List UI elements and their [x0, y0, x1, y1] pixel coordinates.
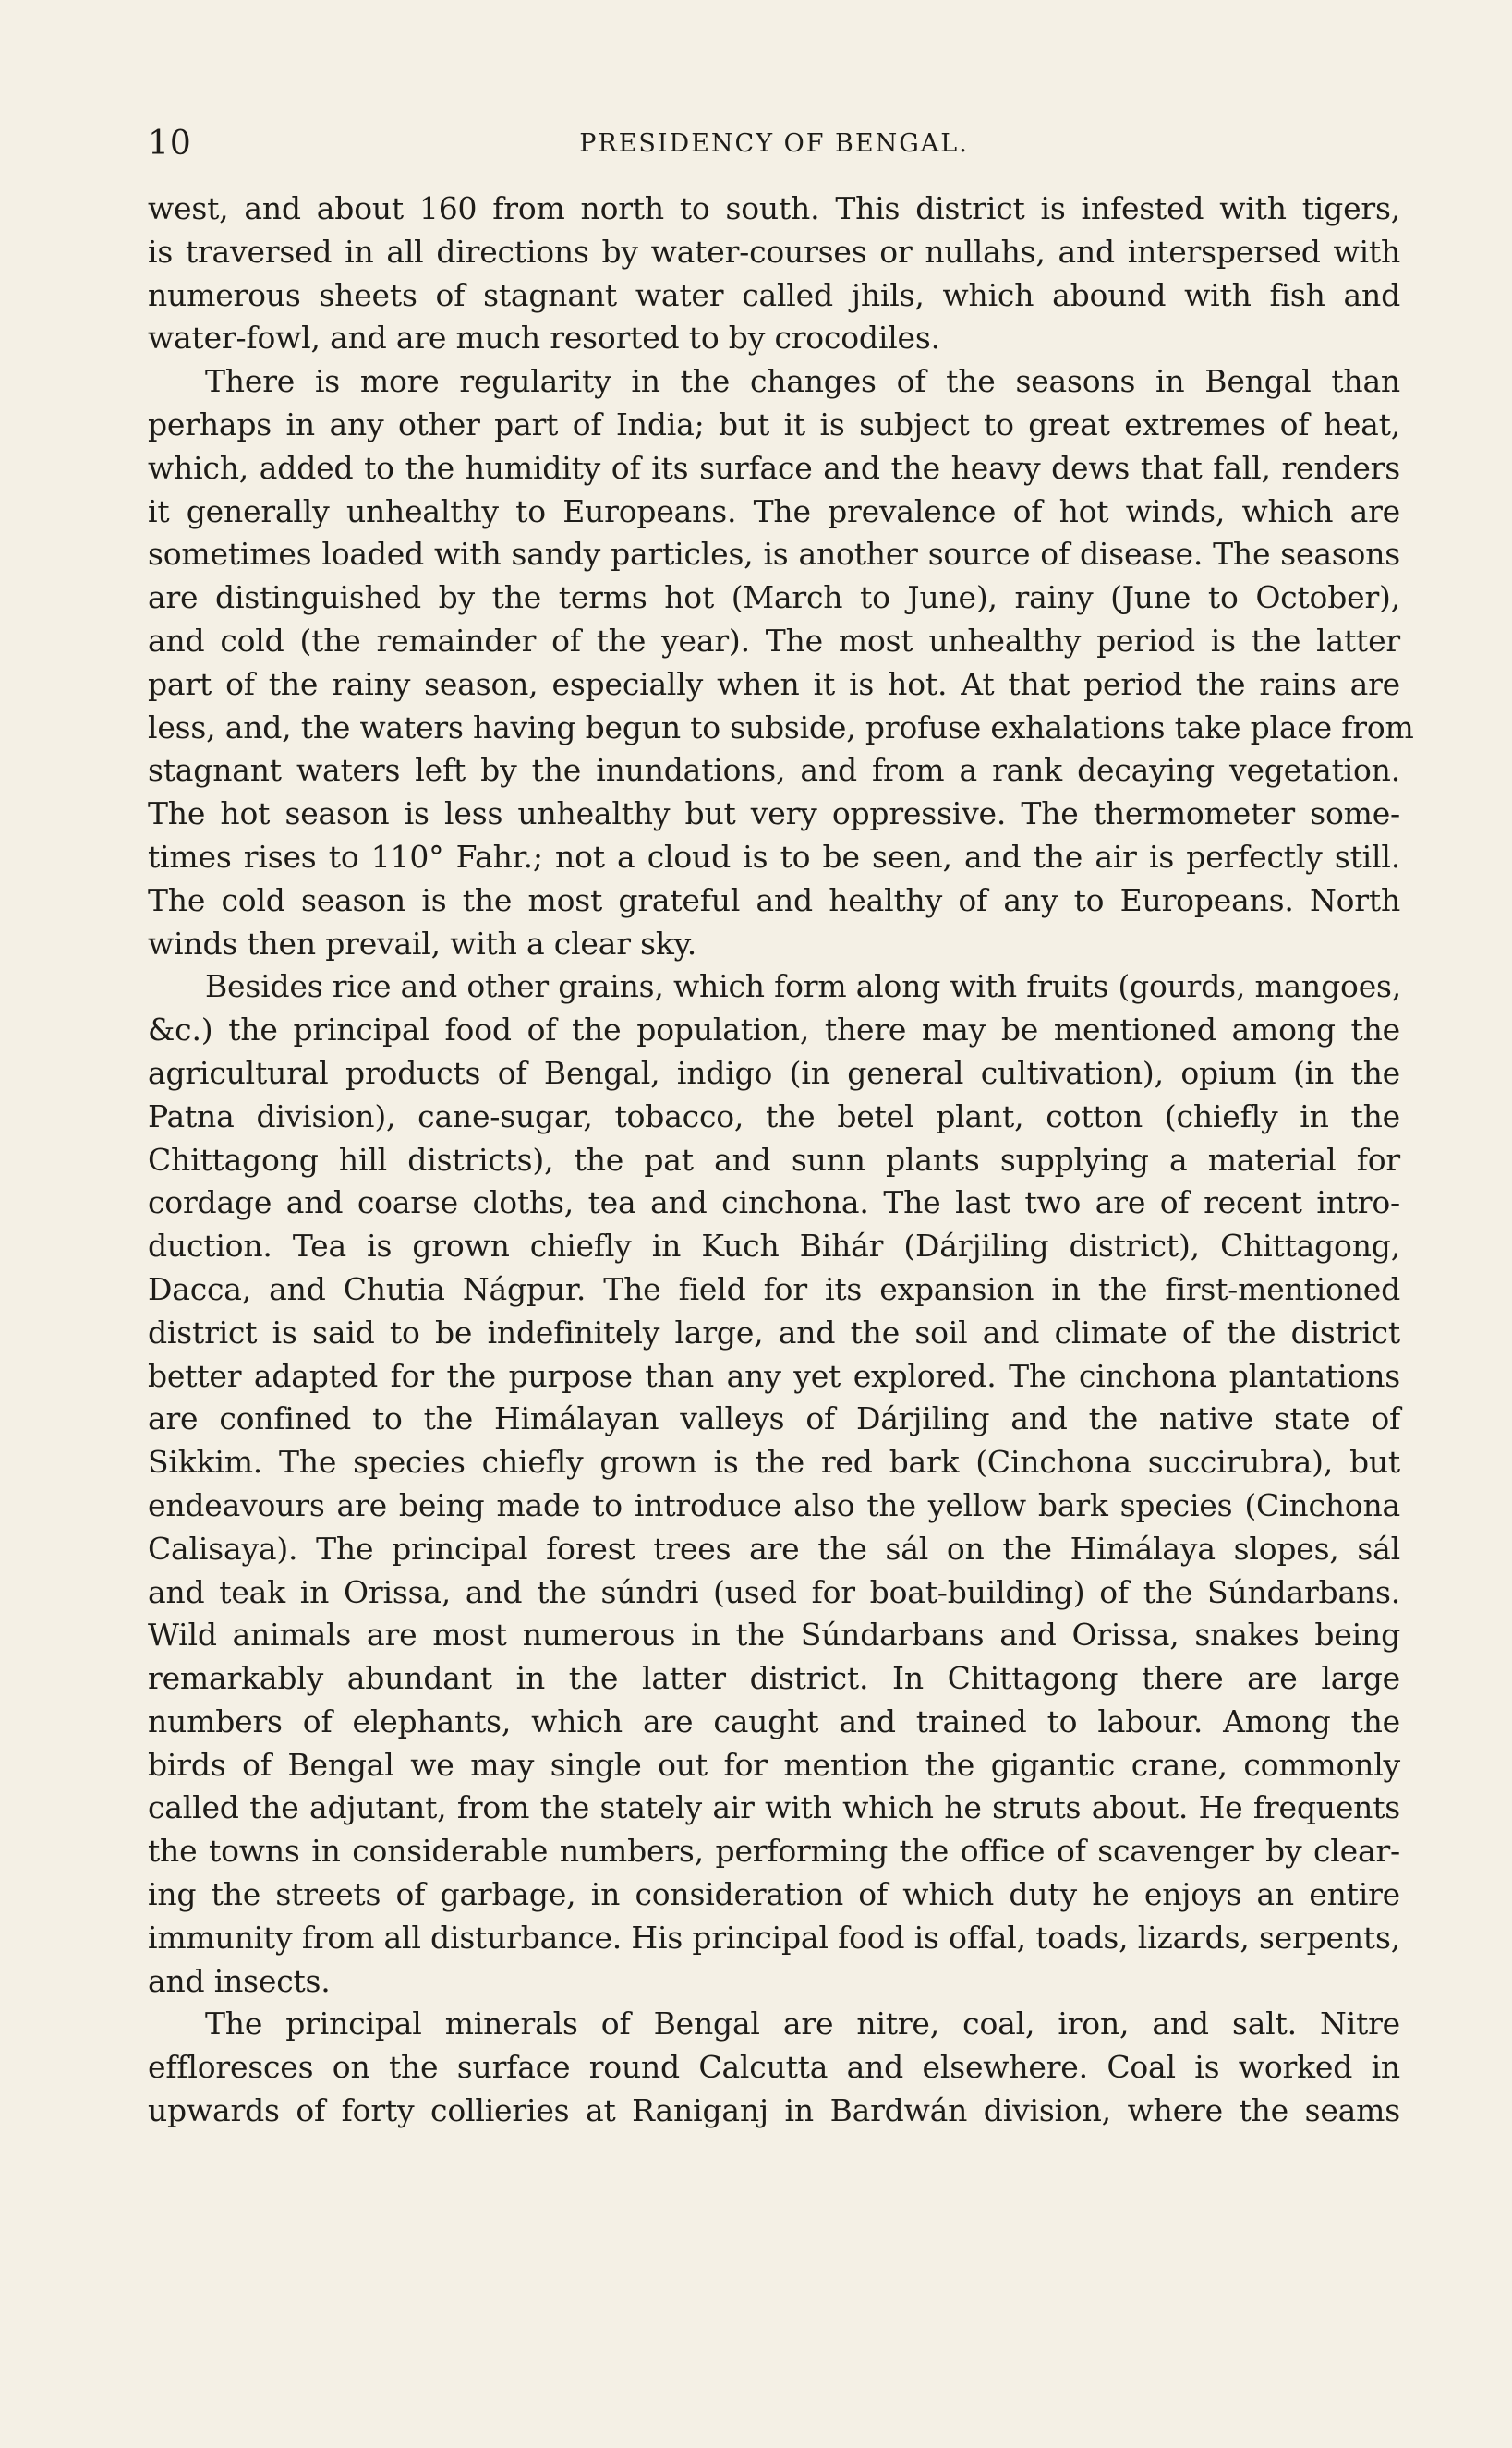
- text-line: and insects.: [148, 1962, 331, 1999]
- text-line: There is more regularity in the changes of the seasons in Bengal than: [205, 363, 1400, 400]
- text-line: Besides rice and other grains, which form along with fruits (gourds, mangoes,: [205, 968, 1402, 1005]
- text-line: cordage and coarse cloths, tea and cinchona. The last two are of recent intro-: [148, 1184, 1400, 1221]
- text-line: The hot season is less unhealthy but very oppressive. The thermometer some-: [148, 795, 1400, 832]
- text-line: water-fowl, and are much resorted to by crocodiles.: [148, 320, 940, 357]
- text-line: numbers of elephants, which are caught and trained to labour. Among the: [148, 1703, 1400, 1739]
- text-line: agricultural products of Bengal, indigo (in general cultivation), opium (in the: [148, 1054, 1400, 1091]
- text-line: the towns in considerable numbers, performing the office of scavenger by clear-: [148, 1833, 1400, 1870]
- text-line: less, and, the waters having begun to subside, profuse exhalations take place from: [148, 709, 1414, 745]
- text-line: Patna division), cane-sugar, tobacco, the betel plant, cotton (chiefly in the: [148, 1097, 1400, 1134]
- text-line: effloresces on the surface round Calcutta and elsewhere. Coal is worked in: [148, 2049, 1400, 2086]
- page-header: [148, 124, 1400, 164]
- text-line: times rises to 110° Fahr.; not a cloud is to be seen, and the air is perfectly still.: [148, 838, 1400, 875]
- text-line: west, and about 160 from north to south. This district is infested with tigers,: [148, 190, 1400, 226]
- text-line: better adapted for the purpose than any yet explored. The cinchona plantations: [148, 1357, 1400, 1394]
- text-line: immunity from all disturbance. His principal food is offal, toads, lizards, serpents,: [148, 1919, 1400, 1956]
- text-line: perhaps in any other part of India; but it is subject to great extremes of heat,: [148, 406, 1400, 442]
- text-line: part of the rainy season, especially when it is hot. At that period the rains are: [148, 665, 1400, 702]
- text-line: Wild animals are most numerous in the Súndarbans and Orissa, snakes being: [148, 1617, 1400, 1654]
- text-line: numerous sheets of stagnant water called jhils, which abound with fish and: [148, 276, 1400, 313]
- text-line: &c.) the principal food of the population, there may be mentioned among the: [148, 1012, 1400, 1048]
- text-line: is traversed in all directions by water-courses or nullahs, and interspersed with: [148, 233, 1400, 270]
- text-line: endeavours are being made to introduce also the yellow bark species (Cinchona: [148, 1486, 1400, 1523]
- text-line: Sikkim. The species chiefly grown is the red bark (Cinchona succirubra), but: [148, 1444, 1400, 1481]
- text-line: district is said to be indefinitely large, and the soil and climate of the district: [148, 1314, 1400, 1351]
- text-line: Dacca, and Chutia Nágpur. The field for its expansion in the first-mentioned: [148, 1270, 1400, 1307]
- text-line: remarkably abundant in the latter district. In Chittagong there are large: [148, 1660, 1400, 1697]
- text-line: upwards of forty collieries at Raniganj in Bardwán division, where the seams: [148, 2092, 1400, 2129]
- text-line: which, added to the humidity of its surface and the heavy dews that fall, renders: [148, 449, 1400, 486]
- text-line: it generally unhealthy to Europeans. The prevalence of hot winds, which are: [148, 492, 1400, 529]
- text-line: called the adjutant, from the stately air with which he struts about. He frequents: [148, 1789, 1400, 1826]
- text-line: and cold (the remainder of the year). The most unhealthy period is the latter: [148, 622, 1400, 659]
- text-line: stagnant waters left by the inundations, and from a rank decaying vegetation.: [148, 752, 1400, 789]
- text-line: The principal minerals of Bengal are nitre, coal, iron, and salt. Nitre: [205, 2006, 1400, 2042]
- text-line: Chittagong hill districts), the pat and sunn plants supplying a material for: [148, 1141, 1400, 1178]
- text-line: winds then prevail, with a clear sky.: [148, 925, 696, 962]
- text-line: sometimes loaded with sandy particles, is another source of disease. The seasons: [148, 536, 1400, 573]
- running-head: PRESIDENCY OF BENGAL.: [579, 129, 969, 158]
- text-line: are confined to the Himálayan valleys of Dárjiling and the native state of: [148, 1400, 1400, 1437]
- text-line: birds of Bengal we may single out for mention the gigantic crane, commonly: [148, 1746, 1400, 1783]
- text-line: The cold season is the most grateful and healthy of any to Europeans. North: [148, 881, 1400, 918]
- body-text: [148, 188, 1414, 2133]
- text-line: Calisaya). The principal forest trees are the sál on the Himálaya slopes, sál: [148, 1530, 1400, 1567]
- text-line: ing the streets of garbage, in consideration of which duty he enjoys an entire: [148, 1876, 1400, 1913]
- page-number: 10: [148, 125, 192, 163]
- text-line: duction. Tea is grown chiefly in Kuch Bihár (Dárjiling district), Chittagong,: [148, 1228, 1400, 1265]
- text-line: and teak in Orissa, and the súndri (used for boat-building) of the Súndarbans.: [148, 1573, 1400, 1610]
- text-line: are distinguished by the terms hot (March to June), rainy (June to October),: [148, 579, 1400, 616]
